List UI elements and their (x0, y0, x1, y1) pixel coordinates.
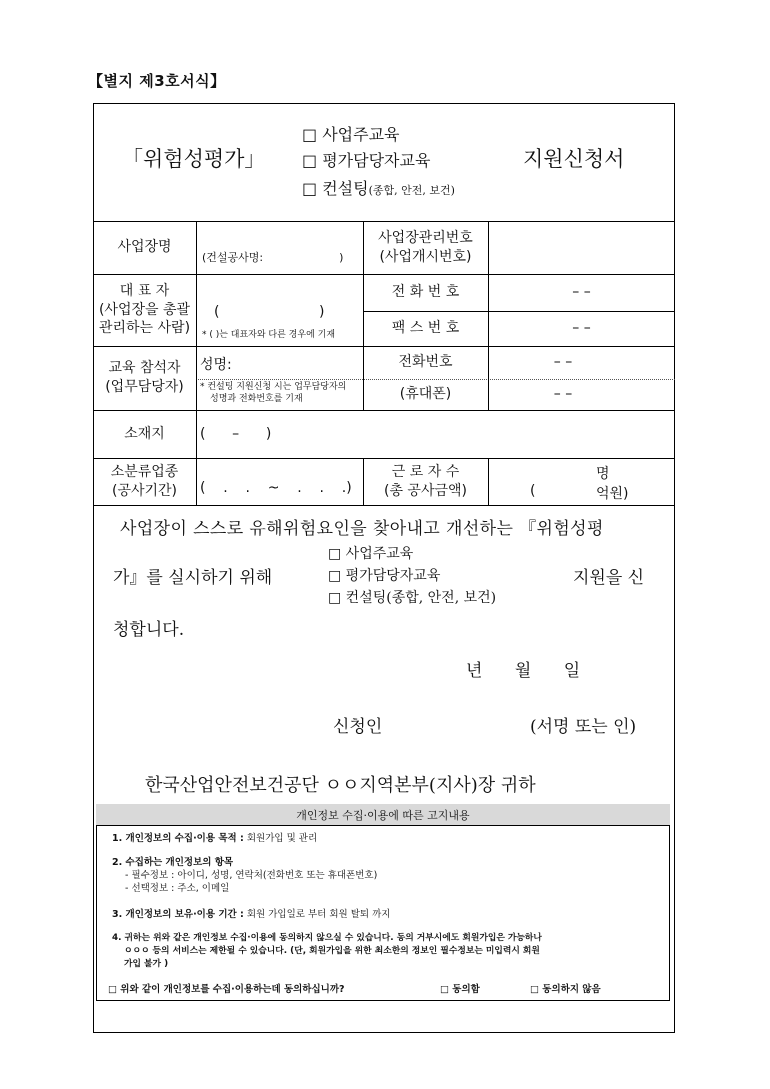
representative-label (93, 274, 196, 346)
notice-item3-text: 회원 가입일로 부터 회원 탈퇴 까지 (246, 909, 391, 920)
representative-field[interactable] (196, 274, 363, 346)
industry-line2: (공사기간) (111, 482, 178, 499)
header-option-consulting-detail: (종합, 안전, 보건) (368, 184, 455, 197)
body-option-consulting[interactable]: □ 컨설팅(종합, 안전, 보건) (328, 590, 497, 606)
consent-disagree-checkbox[interactable]: □ 동의하지 않음 (530, 984, 601, 995)
workplace-name-label: 사업장명 (117, 239, 172, 256)
fax-label: 팩 스 번 호 (391, 320, 460, 337)
fax-field[interactable]: – – (572, 320, 591, 337)
notice-item1 (112, 830, 317, 844)
workers-line2: (총 공사금액) (384, 482, 467, 499)
notice-item3-label: 3. 개인정보의 보유·이용 기간 : (112, 909, 244, 920)
statement-line1: 사업장이 스스로 유해위험요인을 찾아내고 개선하는 『위험성평 (120, 519, 604, 539)
header-option-assessor-education[interactable]: □ 평가담당자교육 (302, 151, 431, 170)
amount-paren-open: ( (530, 483, 536, 499)
body-option-owner-education[interactable]: □ 사업주교육 (328, 546, 414, 562)
header-option-consulting[interactable] (302, 176, 455, 199)
workers-unit: 명 (596, 466, 610, 482)
mgmt-number-line1: 사업장관리번호 (378, 229, 473, 246)
notice-item4-line3: 가입 불가 ) (124, 959, 169, 969)
rep-note: * ( )는 대표자와 다른 경우에 기재 (202, 330, 336, 340)
attendee-phone-field[interactable]: – – (553, 354, 573, 371)
representative-line3: 관리하는 사람) (98, 320, 191, 337)
notice-item2-optional: - 선택정보 : 주소, 이메일 (125, 883, 230, 894)
addressee: 한국산업안전보건공단 ㅇㅇ지역본부(지사)장 귀하 (145, 775, 536, 796)
statement-support: 지원을 신 (573, 568, 645, 588)
notice-item1-label: 1. 개인정보의 수집·이용 목적 : (112, 833, 244, 844)
signature-field[interactable]: (서명 또는 인) (530, 717, 637, 737)
statement-line3: 청합니다. (113, 620, 185, 640)
workers-label (363, 458, 488, 505)
representative-line1: 대 표 자 (119, 282, 170, 299)
attendee-line1: 교육 참석자 (108, 360, 181, 377)
workplace-mgmt-number-label (363, 221, 488, 274)
amount-unit: 억원) (596, 486, 629, 502)
notice-item2-label: 2. 수집하는 개인정보의 항목 (112, 857, 234, 868)
attendee-note-line2: 성명과 전화번호를 기재 (210, 394, 303, 404)
form-title-right: 지원신청서 (523, 147, 625, 171)
attendee-phone-label: 전화번호 (398, 354, 453, 371)
phone-label: 전 화 번 호 (391, 284, 460, 301)
construction-name-close: ) (339, 251, 344, 265)
construction-name-field[interactable] (196, 221, 363, 274)
attendee-mobile-field[interactable]: – – (553, 386, 573, 403)
phone-field[interactable]: – – (572, 284, 591, 301)
attendee-note-line1: * 컨설팅 지원신청 시는 업무담당자의 (200, 382, 347, 392)
mgmt-number-line2: (사업개시번호) (379, 248, 472, 265)
attendee-line2: (업무담당자) (105, 379, 184, 395)
rep-paren-open: ( (214, 304, 220, 320)
consent-agree-checkbox[interactable]: □ 동의함 (440, 984, 480, 995)
header-option-owner-education[interactable]: □ 사업주교육 (302, 125, 400, 144)
applicant-label: 신청인 (333, 717, 383, 737)
attendee-label (93, 346, 196, 410)
header-option-consulting-label: □ 컨설팅 (302, 179, 369, 198)
representative-line2: (사업장을 총괄 (98, 301, 191, 318)
location-label: 소재지 (124, 425, 165, 442)
attendee-mobile-label: (휴대폰) (399, 386, 452, 403)
industry-label (93, 458, 196, 505)
consent-question: □ 위와 같이 개인정보를 수집·이용하는데 동의하십니까? (108, 984, 345, 995)
notice-item1-text: 회원가입 및 관리 (246, 833, 318, 844)
construction-name-prefix: (건설공사명: (202, 251, 264, 265)
location-field[interactable]: ( – ) (200, 425, 272, 442)
rep-paren-close: ) (319, 304, 325, 320)
body-option-assessor-education[interactable]: □ 평가담당자교육 (328, 568, 441, 584)
notice-item4-line1: 4. 귀하는 위와 같은 개인정보 수집·이용에 동의하지 않으실 수 있습니다. 동의 거부시에도 회원가입은 가능하나 (112, 933, 542, 943)
industry-line1: 소분류업종 (110, 463, 179, 480)
form-title-main: 「위험성평가」 (122, 147, 266, 171)
industry-period-field[interactable]: ( . . ~ . . .) (200, 480, 352, 497)
notice-item2-required: - 필수정보 : 아이디, 성명, 연락처(전화번호 또는 휴대폰번호) (125, 870, 378, 881)
attendee-name-label: 성명: (200, 357, 232, 373)
statement-line2: 가』를 실시하기 위해 (113, 568, 273, 588)
workers-amount-field[interactable] (488, 458, 675, 505)
notice-item3 (112, 906, 390, 920)
attendee-field[interactable] (196, 346, 363, 410)
workplace-mgmt-number-field[interactable] (488, 221, 675, 274)
application-date[interactable]: 년 월 일 (466, 661, 581, 681)
workers-line1: 근 로 자 수 (391, 463, 460, 480)
notice-item4-line2: ㅇㅇㅇ 등의 서비스는 제한될 수 있습니다. (단, 회원가입을 위한 최소한의 정보인 필수정보는 미입력시 회원 (124, 946, 540, 956)
privacy-notice-title: 개인정보 수집·이용에 따른 고지내용 (96, 804, 670, 826)
form-number-label: 【별지 제3호서식】 (88, 72, 226, 90)
